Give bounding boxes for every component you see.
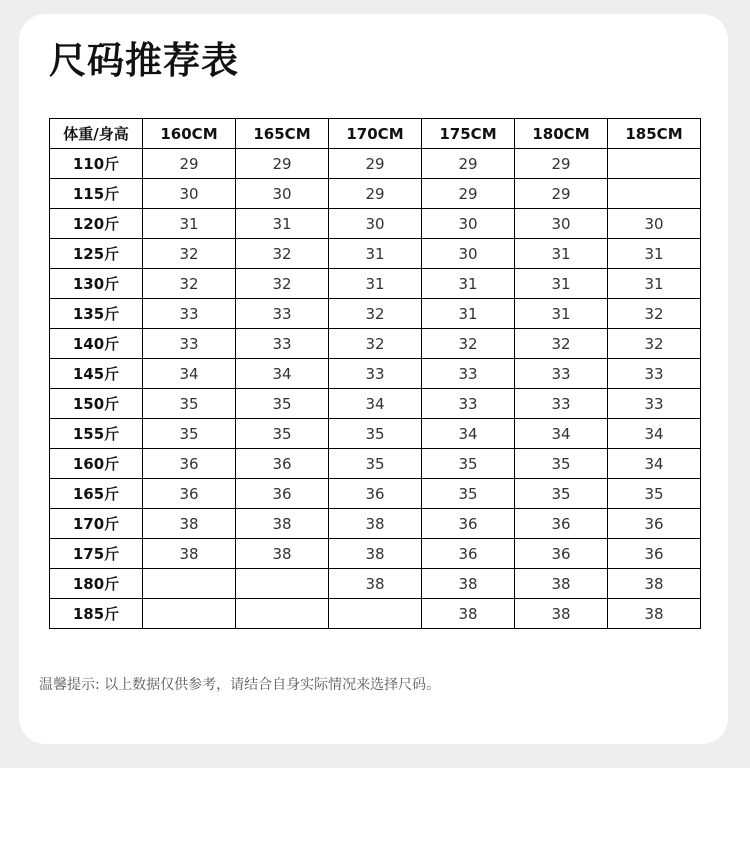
- size-cell: 34: [608, 419, 701, 449]
- size-cell: 38: [515, 599, 608, 629]
- size-cell: 35: [515, 479, 608, 509]
- size-cell: 33: [143, 299, 236, 329]
- size-cell: 29: [515, 149, 608, 179]
- table-row: [50, 239, 701, 269]
- size-cell: 30: [422, 209, 515, 239]
- size-cell: 34: [329, 389, 422, 419]
- size-cell: 32: [329, 329, 422, 359]
- size-cell: 30: [515, 209, 608, 239]
- size-cell: 29: [515, 179, 608, 209]
- weight-label: 125斤: [50, 239, 143, 269]
- size-cell: 38: [515, 569, 608, 599]
- size-cell: 32: [608, 329, 701, 359]
- weight-label: 185斤: [50, 599, 143, 629]
- table-row: [50, 359, 701, 389]
- size-cell: 36: [236, 449, 329, 479]
- weight-label: 120斤: [50, 209, 143, 239]
- table-row: [50, 569, 701, 599]
- size-cell: 32: [143, 239, 236, 269]
- weight-label: 115斤: [50, 179, 143, 209]
- weight-label: 160斤: [50, 449, 143, 479]
- size-cell: 35: [422, 479, 515, 509]
- size-cell: 31: [422, 299, 515, 329]
- weight-label: 175斤: [50, 539, 143, 569]
- height-header: 160CM: [143, 119, 236, 149]
- size-cell: [236, 599, 329, 629]
- page-title: 尺码推荐表: [49, 39, 239, 82]
- size-cell: 31: [329, 239, 422, 269]
- size-cell: 36: [143, 479, 236, 509]
- weight-label: 180斤: [50, 569, 143, 599]
- size-cell: 38: [608, 599, 701, 629]
- table-row: [50, 389, 701, 419]
- size-cell: 35: [143, 389, 236, 419]
- size-cell: 38: [143, 539, 236, 569]
- size-cell: 35: [236, 389, 329, 419]
- size-cell: 35: [608, 479, 701, 509]
- weight-label: 140斤: [50, 329, 143, 359]
- table-header-row: [50, 119, 701, 149]
- size-cell: 30: [608, 209, 701, 239]
- size-cell: 29: [143, 149, 236, 179]
- weight-label: 155斤: [50, 419, 143, 449]
- table-row: [50, 539, 701, 569]
- size-cell: 36: [236, 479, 329, 509]
- tip-note: 温馨提示: 以上数据仅供参考，请结合自身实际情况来选择尺码。: [39, 677, 441, 693]
- size-cell: 38: [236, 539, 329, 569]
- size-cell: 36: [422, 539, 515, 569]
- size-cell: 30: [143, 179, 236, 209]
- size-cell: 38: [608, 569, 701, 599]
- weight-label: 170斤: [50, 509, 143, 539]
- size-cell: 32: [236, 269, 329, 299]
- size-cell: 38: [329, 539, 422, 569]
- size-cell: 35: [515, 449, 608, 479]
- table-row: [50, 149, 701, 179]
- size-cell: [608, 149, 701, 179]
- size-cell: 31: [422, 269, 515, 299]
- table-row: [50, 509, 701, 539]
- size-cell: 30: [236, 179, 329, 209]
- size-cell: 33: [329, 359, 422, 389]
- size-cell: 32: [236, 239, 329, 269]
- size-cell: 36: [515, 539, 608, 569]
- size-cell: 33: [608, 359, 701, 389]
- size-cell: 31: [515, 299, 608, 329]
- size-cell: 36: [608, 509, 701, 539]
- height-header: 165CM: [236, 119, 329, 149]
- size-cell: 31: [515, 269, 608, 299]
- weight-label: 150斤: [50, 389, 143, 419]
- size-cell: 36: [143, 449, 236, 479]
- size-cell: 32: [608, 299, 701, 329]
- size-cell: 33: [422, 389, 515, 419]
- size-cell: 31: [236, 209, 329, 239]
- size-cell: [329, 599, 422, 629]
- size-cell: 31: [608, 239, 701, 269]
- size-cell: 33: [515, 359, 608, 389]
- size-table: [49, 118, 701, 629]
- size-cell: 32: [422, 329, 515, 359]
- size-cell: 35: [143, 419, 236, 449]
- size-cell: 30: [329, 209, 422, 239]
- size-cell: 32: [143, 269, 236, 299]
- size-cell: 33: [515, 389, 608, 419]
- height-header: 170CM: [329, 119, 422, 149]
- size-cell: 29: [236, 149, 329, 179]
- size-cell: 33: [143, 329, 236, 359]
- table-row: [50, 479, 701, 509]
- size-cell: 34: [143, 359, 236, 389]
- weight-label: 110斤: [50, 149, 143, 179]
- size-cell: 34: [515, 419, 608, 449]
- size-cell: 38: [143, 509, 236, 539]
- size-cell: 33: [236, 329, 329, 359]
- table-row: [50, 329, 701, 359]
- size-cell: 38: [422, 569, 515, 599]
- size-cell: 33: [422, 359, 515, 389]
- size-cell: 38: [236, 509, 329, 539]
- size-cell: 31: [515, 239, 608, 269]
- table-row: [50, 449, 701, 479]
- height-header: 185CM: [608, 119, 701, 149]
- size-cell: 31: [143, 209, 236, 239]
- corner-header: 体重/身高: [50, 119, 143, 149]
- size-cell: 33: [236, 299, 329, 329]
- size-cell: 35: [329, 419, 422, 449]
- size-cell: 29: [329, 179, 422, 209]
- height-header: 180CM: [515, 119, 608, 149]
- size-cell: [236, 569, 329, 599]
- height-header: 175CM: [422, 119, 515, 149]
- size-cell: [143, 569, 236, 599]
- size-cell: 36: [608, 539, 701, 569]
- size-cell: 38: [422, 599, 515, 629]
- size-cell: 35: [422, 449, 515, 479]
- table-row: [50, 179, 701, 209]
- table-row: [50, 419, 701, 449]
- size-cell: 38: [329, 569, 422, 599]
- size-cell: 35: [329, 449, 422, 479]
- table-row: [50, 599, 701, 629]
- weight-label: 165斤: [50, 479, 143, 509]
- size-chart-card: [19, 14, 728, 744]
- table-row: [50, 209, 701, 239]
- size-cell: 33: [608, 389, 701, 419]
- weight-label: 135斤: [50, 299, 143, 329]
- weight-label: 145斤: [50, 359, 143, 389]
- size-cell: 29: [422, 179, 515, 209]
- size-cell: 36: [422, 509, 515, 539]
- size-cell: 29: [422, 149, 515, 179]
- size-cell: 29: [329, 149, 422, 179]
- weight-label: 130斤: [50, 269, 143, 299]
- size-cell: 36: [329, 479, 422, 509]
- size-cell: 34: [608, 449, 701, 479]
- size-cell: 32: [329, 299, 422, 329]
- size-cell: [143, 599, 236, 629]
- size-cell: 31: [329, 269, 422, 299]
- size-cell: 38: [329, 509, 422, 539]
- size-cell: 34: [236, 359, 329, 389]
- size-cell: 34: [422, 419, 515, 449]
- size-cell: 36: [515, 509, 608, 539]
- size-cell: 30: [422, 239, 515, 269]
- table-row: [50, 269, 701, 299]
- table-row: [50, 299, 701, 329]
- size-cell: [608, 179, 701, 209]
- size-cell: 35: [236, 419, 329, 449]
- size-cell: 31: [608, 269, 701, 299]
- size-cell: 32: [515, 329, 608, 359]
